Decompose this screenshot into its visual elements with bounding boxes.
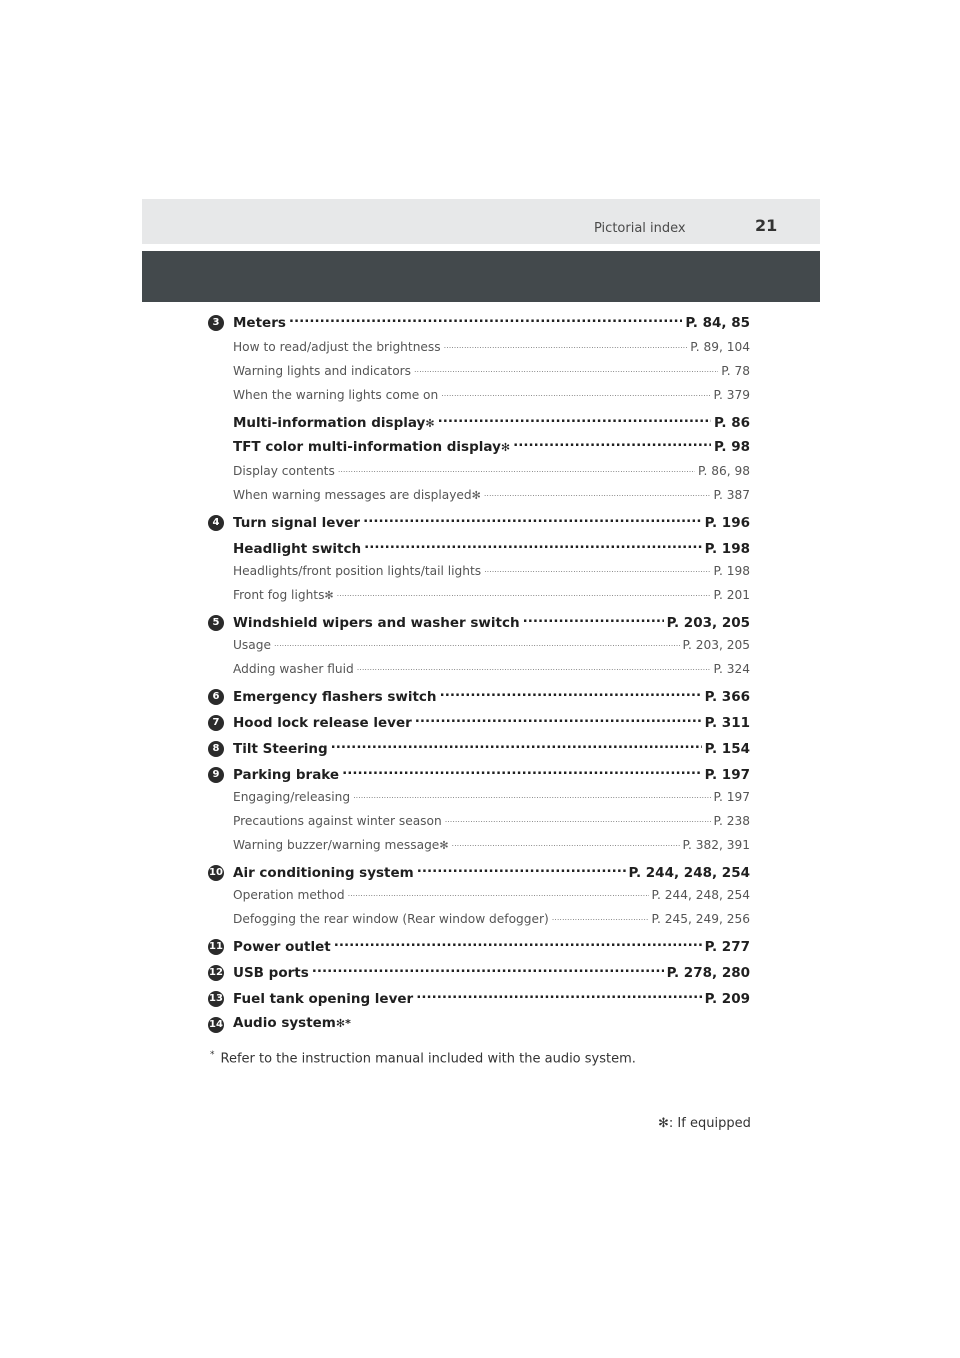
item-label: When warning messages are displayed [233,488,472,503]
page-ref: P. 244, 248, 254 [628,864,750,881]
list-item[interactable] [210,911,750,926]
list-item[interactable] [210,513,750,531]
item-label: Engaging/releasing [233,790,351,805]
list-item[interactable] [210,437,750,455]
list-item[interactable] [210,413,750,431]
page-ref: P. 277 [704,938,750,955]
item-label: Display contents [233,464,335,479]
page-ref: P. 382, 391 [682,838,750,853]
footnote-marker: * [210,1050,215,1060]
page-number: 21 [755,216,778,235]
leader-dots [441,387,710,399]
page-ref: P. 203, 205 [682,638,750,653]
item-number-badge: 10 [208,865,224,881]
list-item[interactable] [210,837,750,852]
leader-dots [440,687,702,701]
item-label: Warning lights and indicators [233,364,412,379]
page-ref: P. 198 [713,564,750,579]
item-label: Emergency flashers switch [233,688,437,705]
item-number-badge: 6 [208,689,224,705]
list-item[interactable] [210,339,750,354]
item-label: Air conditioning system [233,864,414,881]
item-label: Headlights/front position lights/tail lights [233,564,482,579]
item-label: Warning buzzer/warning message [233,838,440,853]
list-item[interactable] [210,637,750,652]
list-item[interactable] [210,863,750,881]
list-item[interactable] [210,487,750,502]
list-item[interactable] [210,813,750,828]
leader-dots [523,613,664,627]
list-item[interactable] [210,765,750,783]
section-band [142,251,820,302]
list-item[interactable] [210,963,750,981]
item-label: Usage [233,638,271,653]
page-ref: P. 86 [713,414,750,431]
leader-dots [274,637,680,649]
leader-dots [364,539,701,553]
if-equipped-icon: ✻ [471,489,481,503]
header-bar [142,199,820,244]
leader-dots [452,837,680,849]
leader-dots [445,813,711,825]
leader-dots [348,887,649,899]
item-number-badge: 9 [208,767,224,783]
item-label: Fuel tank opening lever [233,990,414,1007]
leader-dots [331,739,702,753]
item-label: How to read/adjust the brightness [233,340,441,355]
page-ref: P. 238 [713,814,750,829]
list-item[interactable] [210,989,750,1007]
list-item[interactable] [210,937,750,955]
leader-dots [338,463,695,475]
list-item[interactable] [210,563,750,578]
item-label: Precautions against winter season [233,814,442,829]
leader-dots [363,513,701,527]
page-ref: P. 244, 248, 254 [651,888,750,903]
list-item[interactable] [210,713,750,731]
item-number-badge: 14 [208,1017,224,1033]
page-ref: P. 324 [713,662,750,677]
leader-dots [513,437,711,451]
leader-dots [415,713,702,727]
item-label: Headlight switch [233,540,362,557]
legend-text: : If equipped [668,1116,751,1131]
page-ref: P. 154 [704,740,750,757]
list-item[interactable] [210,313,750,331]
page-ref: P. 203, 205 [666,614,750,631]
leader-dots [417,863,626,877]
item-label: Parking brake [233,766,340,783]
list-item[interactable] [210,687,750,705]
if-equipped-icon: ✻ [324,589,334,603]
list-item[interactable] [210,539,750,557]
leader-dots [438,413,711,427]
item-label: TFT color multi-information display [233,438,501,455]
if-equipped-icon: ✻ [439,839,449,853]
leader-dots [342,765,701,779]
list-item[interactable] [210,789,750,804]
leader-dots [312,963,664,977]
item-number-badge: 13 [208,991,224,1007]
page-ref: P. 196 [704,514,750,531]
item-number-badge: 11 [208,939,224,955]
item-label: Power outlet [233,938,331,955]
page-ref: P. 387 [713,488,750,503]
list-item[interactable] [210,661,750,676]
footnote-text: Refer to the instruction manual included with the audio system. [220,1051,636,1067]
footnote [210,1050,636,1066]
list-item[interactable] [210,739,750,757]
list-item[interactable] [210,363,750,378]
page-ref: P. 89, 104 [690,340,750,355]
list-item[interactable] [210,587,750,602]
item-label: When the warning lights come on [233,388,439,403]
page-ref: P. 311 [704,714,750,731]
leader-dots [484,487,711,499]
page-ref: P. 278, 280 [666,964,750,981]
item-label: Meters [233,314,286,331]
leader-dots [484,563,710,575]
list-item[interactable] [210,887,750,902]
page-ref: P. 201 [713,588,750,603]
page-ref: P. 379 [713,388,750,403]
item-number-badge: 12 [208,965,224,981]
leader-dots [357,661,711,673]
list-item[interactable] [210,387,750,402]
item-label: Adding washer fluid [233,662,354,677]
list-item[interactable] [210,463,750,478]
item-label: Audio system [233,1015,336,1031]
if-equipped-icon: ✻ [425,416,435,430]
section-title: Pictorial index [594,221,686,236]
item-label: Operation method [233,888,345,903]
item-label: Turn signal lever [233,514,361,531]
item-number-badge: 4 [208,515,224,531]
leader-dots [444,339,688,351]
page-ref: P. 197 [713,790,750,805]
legend [658,1116,751,1131]
item-label: Windshield wipers and washer switch [233,614,520,631]
page-ref: P. 245, 249, 256 [651,912,750,927]
page-ref: P. 98 [713,438,750,455]
page-ref: P. 78 [721,364,750,379]
item-label: USB ports [233,964,309,981]
item-number-badge: 5 [208,615,224,631]
leader-dots [334,937,702,951]
item-label: Front fog lights [233,588,325,603]
item-label: Tilt Steering [233,740,328,757]
leader-dots [552,911,649,923]
page-ref: P. 84, 85 [685,314,750,331]
item-number-badge: 7 [208,715,224,731]
item-label: Hood lock release lever [233,714,412,731]
item-label: Defogging the rear window (Rear window defogger) [233,912,549,927]
list-item[interactable] [210,1015,750,1031]
leader-dots [353,789,710,801]
page-ref: P. 198 [704,540,750,557]
leader-dots [414,363,718,375]
item-number-badge: 3 [208,315,224,331]
page-ref: P. 366 [704,688,750,705]
page-ref: P. 86, 98 [698,464,750,479]
leader-dots [289,313,682,327]
page-ref: P. 209 [704,990,750,1007]
item-number-badge: 8 [208,741,224,757]
if-equipped-icon: ✻* [335,1017,351,1030]
leader-dots [337,587,711,599]
page-ref: P. 197 [704,766,750,783]
item-label: Multi-information display [233,414,426,431]
leader-dots [416,989,701,1003]
if-equipped-icon: ✻ [500,440,511,454]
if-equipped-icon: ✻ [658,1116,669,1131]
list-item[interactable] [210,613,750,631]
